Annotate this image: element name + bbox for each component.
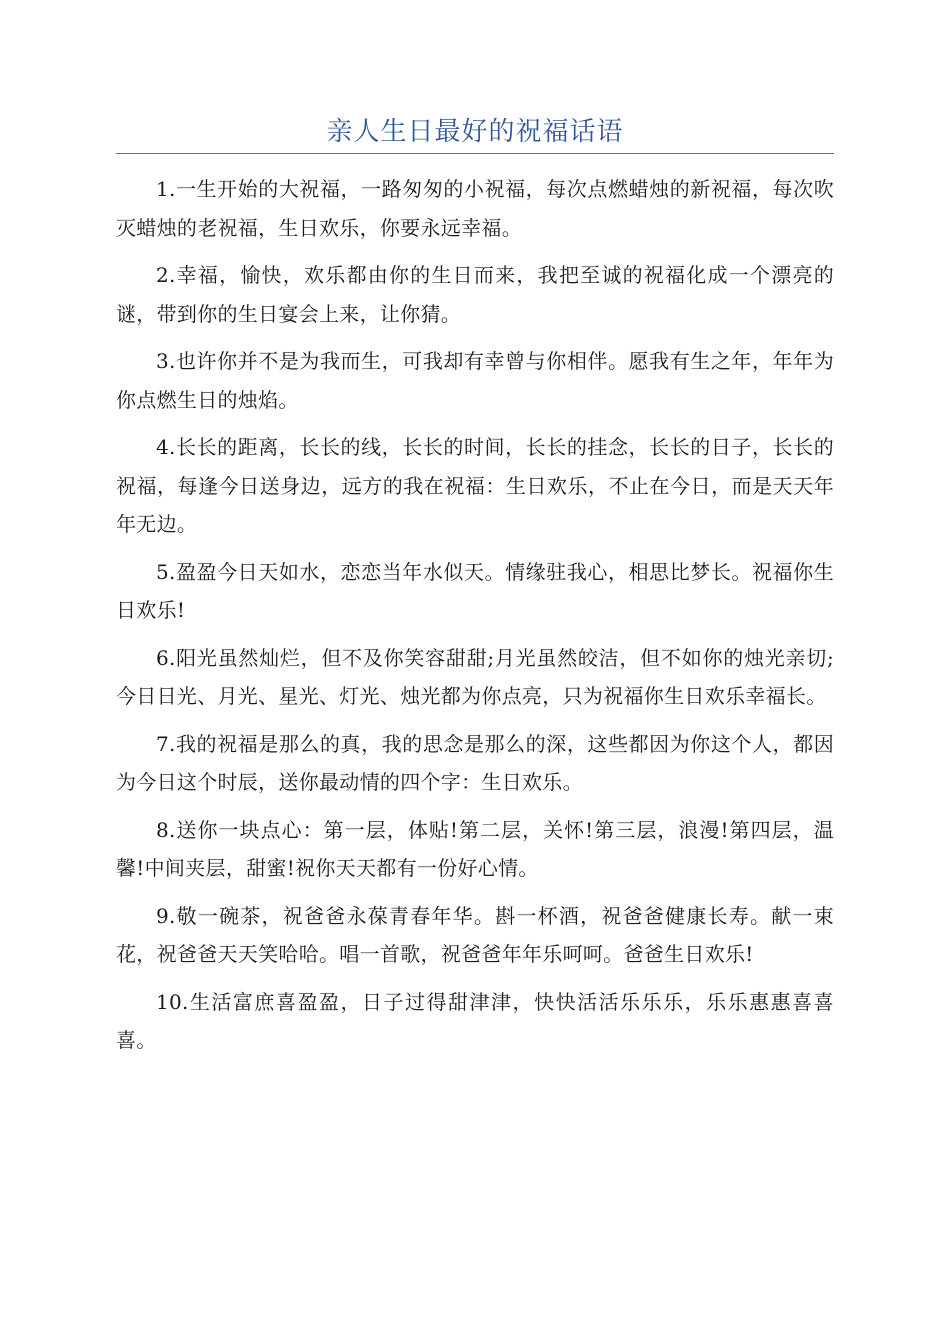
document-title: 亲人生日最好的祝福话语: [326, 117, 624, 147]
paragraph-10: 10.生活富庶喜盈盈，日子过得甜津津，快快活活乐乐乐，乐乐惠惠喜喜喜。: [116, 989, 834, 1052]
title-underline: [116, 153, 834, 154]
paragraph-6: 6.阳光虽然灿烂，但不及你笑容甜甜;月光虽然皎洁，但不如你的烛光亲切;今日日光、月光、星光、灯光、烛光都为你点亮，只为祝福你生日欢乐幸福长。: [116, 645, 834, 708]
paragraph-3: 3.也许你并不是为我而生，可我却有幸曾与你相伴。愿我有生之年，年年为你点燃生日的烛焰。: [116, 349, 834, 412]
paragraph-9: 9.敬一碗茶，祝爸爸永葆青春年华。斟一杯酒，祝爸爸健康长寿。献一束花，祝爸爸天天笑哈哈。唱一首歌，祝爸爸年年乐呵呵。爸爸生日欢乐!: [116, 903, 834, 966]
paragraph-8: 8.送你一块点心：第一层，体贴!第二层，关怀!第三层，浪漫!第四层，温馨!中间夹层，甜蜜!祝你天天都有一份好心情。: [116, 817, 834, 880]
paragraph-1: 1.一生开始的大祝福，一路匆匆的小祝福，每次点燃蜡烛的新祝福，每次吹灭蜡烛的老祝福，生日欢乐，你要永远幸福。: [116, 177, 834, 240]
paragraph-7: 7.我的祝福是那么的真，我的思念是那么的深，这些都因为你这个人，都因为今日这个时辰，送你最动情的四个字：生日欢乐。: [116, 731, 834, 794]
paragraph-4: 4.长长的距离，长长的线，长长的时间，长长的挂念，长长的日子，长长的祝福，每逢今日送身边，远方的我在祝福：生日欢乐，不止在今日，而是天天年年无边。: [116, 435, 834, 536]
document-body: [116, 170, 834, 1069]
paragraph-2: 2.幸福，愉快，欢乐都由你的生日而来，我把至诚的祝福化成一个漂亮的谜，带到你的生日宴会上来，让你猜。: [116, 263, 834, 326]
paragraph-5: 5.盈盈今日天如水，恋恋当年水似天。情缘驻我心，相思比梦长。祝福你生日欢乐!: [116, 559, 834, 622]
